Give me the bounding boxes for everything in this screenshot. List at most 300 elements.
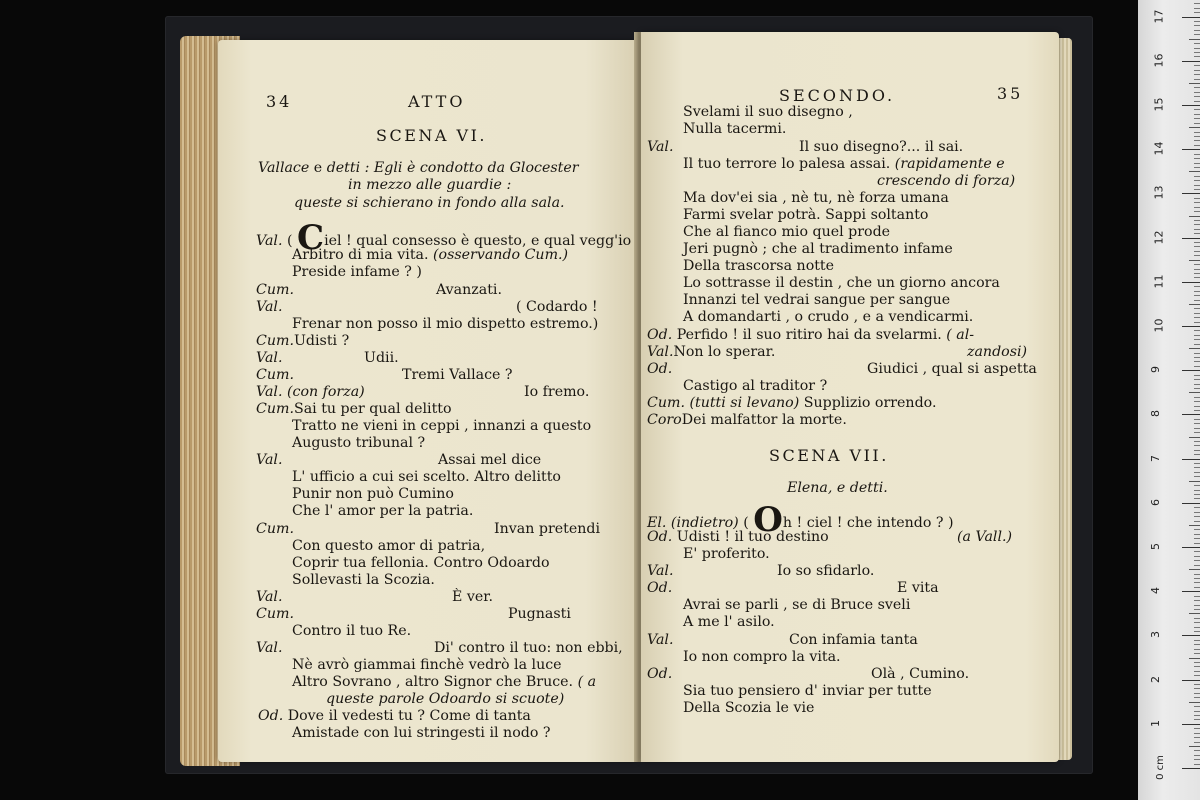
text-segment: Tremi Vallace ? — [402, 367, 513, 383]
text-segment: Preside infame ? ) — [292, 264, 422, 280]
ruler-tick — [1194, 764, 1200, 765]
ruler-tick — [1194, 432, 1200, 433]
ruler-tick — [1194, 627, 1200, 628]
ruler-tick — [1194, 737, 1200, 738]
ruler-tick — [1194, 688, 1200, 689]
ruler-tick — [1194, 12, 1200, 13]
ruler-tick — [1194, 742, 1200, 743]
ruler-tick — [1189, 746, 1200, 747]
ruler-tick — [1189, 348, 1200, 349]
text-segment: Olà , Cumino. — [871, 666, 970, 682]
text-segment: Tratto ne vieni in ceppi , innanzi a questo — [292, 418, 592, 434]
ruler-tick — [1194, 644, 1200, 645]
text-segment: E vita — [897, 580, 939, 596]
ruler-tick — [1194, 494, 1200, 495]
text-segment: Ma dov'ei sia , nè tu, nè forza umana — [683, 190, 949, 206]
ruler-tick — [1194, 755, 1200, 756]
ruler-tick — [1194, 344, 1200, 345]
ruler-number: 13 — [1152, 185, 1166, 200]
page-number-left: 34 — [266, 92, 293, 111]
ruler-tick — [1189, 702, 1200, 703]
text-segment: Perfido ! il suo ritiro hai da svelarmi. — [672, 327, 947, 343]
left-page-text-line — [292, 418, 591, 435]
ruler-tick — [1194, 719, 1200, 720]
text-segment: Lo sottrasse il destin , che un giorno ancora — [683, 275, 1000, 291]
ruler-tick — [1194, 618, 1200, 619]
ruler-tick — [1189, 613, 1200, 614]
text-segment: Frenar non posso il mio dispetto estremo.) — [292, 316, 599, 332]
text-segment: (indietro) — [670, 515, 739, 531]
right-page-text-line — [683, 190, 949, 207]
ruler-tick — [1194, 441, 1200, 442]
ruler-tick — [1194, 229, 1200, 230]
ruler-tick — [1189, 304, 1200, 305]
ruler-tick — [1194, 34, 1200, 35]
text-segment: Amistade con lui stringesti il nodo ? — [292, 725, 551, 741]
ruler-tick — [1194, 596, 1200, 597]
right-page-text-line — [647, 361, 672, 378]
text-segment: Giudici , qual si aspetta — [867, 361, 1037, 377]
left-page-text-line — [294, 195, 565, 212]
text-segment: Io so sfidarlo. — [777, 563, 875, 579]
right-page-text-line — [967, 344, 1027, 361]
running-head-left: ATTO — [408, 92, 466, 111]
ruler-tick — [1194, 96, 1200, 97]
text-segment: Cum. — [256, 282, 294, 298]
ruler-tick — [1194, 140, 1200, 141]
ruler-tick — [1194, 666, 1200, 667]
right-page-text-line — [683, 104, 853, 121]
left-page-text-line — [292, 435, 425, 452]
page-number-right: 35 — [997, 84, 1024, 103]
ruler-tick — [1194, 8, 1200, 9]
text-segment: Della Scozia le vie — [683, 700, 815, 716]
ruler-tick — [1194, 339, 1200, 340]
right-page-text-line — [683, 683, 932, 700]
text-segment: A me l' asilo. — [683, 614, 775, 630]
ruler-tick — [1194, 220, 1200, 221]
ruler-tick — [1194, 202, 1200, 203]
text-segment: E' proferito. — [683, 546, 770, 562]
left-page-text-line — [292, 316, 598, 333]
text-segment: Avrai se parli , se di Bruce sveli — [683, 597, 911, 613]
ruler-tick — [1194, 361, 1200, 362]
left-page-text-line — [258, 160, 579, 177]
ruler-tick — [1194, 25, 1200, 26]
ruler-number: 8 — [1149, 410, 1162, 418]
ruler-tick — [1194, 605, 1200, 606]
left-page-text-line — [256, 640, 282, 657]
text-segment: Supplizio orrendo. — [799, 395, 937, 411]
ruler-tick — [1194, 87, 1200, 88]
left-page-text-line — [256, 384, 365, 401]
text-segment: L' ufficio a cui sei scelto. Altro delitto — [292, 469, 561, 485]
text-segment: Od. — [647, 361, 673, 377]
left-page-text-line — [256, 367, 294, 384]
right-page-text-line — [647, 666, 672, 683]
ruler-tick — [1189, 171, 1200, 172]
measuring-ruler — [1138, 0, 1200, 800]
ruler-tick — [1194, 406, 1200, 407]
ruler-tick — [1194, 649, 1200, 650]
text-segment: Dei malfattor la morte. — [681, 412, 847, 428]
ruler-tick — [1194, 543, 1200, 544]
ruler-tick — [1194, 428, 1200, 429]
ruler-tick — [1194, 255, 1200, 256]
text-segment: Che l' amor per la patria. — [292, 503, 474, 519]
ruler-number: 7 — [1149, 454, 1162, 462]
text-segment: queste si schierano in fondo alla sala. — [294, 195, 565, 211]
ruler-tick — [1194, 300, 1200, 301]
ruler-tick — [1194, 167, 1200, 168]
text-segment: Od. — [647, 529, 673, 545]
ruler-tick — [1194, 123, 1200, 124]
ruler-tick — [1194, 653, 1200, 654]
ruler-tick — [1189, 39, 1200, 40]
ruler-tick — [1194, 476, 1200, 477]
ruler-tick — [1194, 706, 1200, 707]
ruler-tick — [1194, 317, 1200, 318]
ruler-tick — [1194, 600, 1200, 601]
ruler-tick — [1194, 185, 1200, 186]
ruler-tick — [1194, 622, 1200, 623]
left-page-text-line — [516, 299, 598, 316]
ruler-tick — [1194, 322, 1200, 323]
text-segment: Punir non può Cumino — [292, 486, 454, 502]
left-page-text-line — [348, 177, 511, 194]
left-page-text-line — [256, 401, 452, 418]
ruler-number: 17 — [1152, 9, 1166, 24]
left-page-text-line — [256, 350, 282, 367]
text-segment: Svelami il suo disegno , — [683, 104, 853, 120]
text-segment: Udii. — [364, 350, 399, 366]
left-page-text-line — [292, 503, 473, 520]
ruler-tick — [1194, 759, 1200, 760]
text-segment: (osservando Cum.) — [433, 247, 569, 263]
ruler-number: 1 — [1149, 719, 1162, 727]
left-page-text-line — [292, 725, 550, 742]
left-page-text-line — [292, 657, 562, 674]
right-page-text-line — [683, 121, 786, 138]
ruler-tick — [1194, 671, 1200, 672]
ruler-tick — [1194, 551, 1200, 552]
text-segment: Od. — [647, 327, 673, 343]
text-segment: Udisti ? — [293, 333, 350, 349]
left-page-text-line — [256, 521, 294, 538]
right-page-text-line — [683, 614, 775, 631]
right-page-text-line — [647, 563, 673, 580]
left-page-text-line — [434, 640, 623, 657]
ruler-tick — [1194, 450, 1200, 451]
right-page-text-line — [683, 156, 1005, 173]
ruler-tick — [1194, 154, 1200, 155]
ruler-tick — [1182, 503, 1200, 504]
ruler-tick — [1194, 516, 1200, 517]
ruler-tick — [1194, 662, 1200, 663]
ruler-tick — [1194, 158, 1200, 159]
text-segment: Della trascorsa notte — [683, 258, 835, 274]
left-page-text-line — [256, 606, 294, 623]
ruler-tick — [1194, 715, 1200, 716]
ruler-tick — [1194, 397, 1200, 398]
text-segment: Non lo sperar. — [673, 344, 776, 360]
ruler-number: 6 — [1149, 498, 1162, 506]
ruler-tick — [1194, 587, 1200, 588]
text-segment: Il suo disegno?... il sai. — [799, 139, 964, 155]
ruler-number: 9 — [1149, 366, 1162, 374]
text-segment: Assai mel dice — [438, 452, 542, 468]
ruler-tick — [1194, 180, 1200, 181]
text-segment: Val. — [256, 452, 283, 468]
left-page-text-line — [292, 264, 422, 281]
scene-subtitle-right: Elena, e detti. — [787, 480, 888, 496]
text-segment: Che al fianco mio quel prode — [683, 224, 891, 240]
text-segment: Val. — [647, 139, 674, 155]
ruler-number: 12 — [1152, 230, 1166, 245]
left-page-text-line — [292, 555, 550, 572]
right-page-text-line — [683, 546, 770, 563]
text-segment: Cum. — [256, 606, 294, 622]
ruler-tick — [1194, 198, 1200, 199]
text-segment: Cum. — [647, 395, 685, 411]
text-segment: Val. — [647, 563, 674, 579]
text-segment: Sollevasti la Scozia. — [292, 572, 435, 588]
ruler-tick — [1194, 136, 1200, 137]
ruler-tick — [1194, 176, 1200, 177]
right-page-text-line — [647, 139, 673, 156]
ruler-tick — [1194, 277, 1200, 278]
ruler-number: 16 — [1152, 53, 1166, 68]
text-segment: Val. — [256, 233, 283, 249]
ruler-tick — [1194, 534, 1200, 535]
text-segment: zandosi) — [967, 344, 1028, 360]
left-page-text-line — [256, 452, 282, 469]
ruler-tick — [1194, 101, 1200, 102]
right-page-text-line — [683, 224, 890, 241]
text-segment: Io fremo. — [524, 384, 590, 400]
left-page-text-line — [256, 282, 294, 299]
drop-capital: O — [753, 500, 783, 540]
left-page-text-line — [402, 367, 513, 384]
text-segment: detti : Egli è condotto da Glocester — [326, 160, 579, 176]
text-segment: Cum. — [256, 401, 294, 417]
left-page-text-line — [524, 384, 589, 401]
ruler-tick — [1194, 384, 1200, 385]
text-segment: Arbitro di mia vita. — [292, 247, 434, 263]
text-segment: Pugnasti — [508, 606, 571, 622]
text-segment: Di' contro il tuo: non ebbi, — [434, 640, 623, 656]
text-segment: in mezzo alle guardie : — [348, 177, 512, 193]
ruler-number: 4 — [1149, 587, 1162, 595]
right-page-text-line — [877, 173, 1015, 190]
left-page-text-line — [292, 572, 435, 589]
ruler-tick — [1194, 375, 1200, 376]
ruler-tick — [1182, 238, 1200, 239]
ruler-tick — [1189, 392, 1200, 393]
ruler-tick — [1189, 83, 1200, 84]
text-segment: Coprir tua fellonia. Contro Odoardo — [292, 555, 550, 571]
right-page-text-line — [957, 529, 1012, 546]
text-segment: crescendo di forza) — [877, 173, 1016, 189]
ruler-tick — [1182, 635, 1200, 636]
ruler-tick — [1182, 282, 1200, 283]
ruler-tick — [1182, 459, 1200, 460]
text-segment: h ! ciel ! che intendo ? ) — [782, 515, 954, 531]
text-segment: ( — [282, 233, 298, 249]
text-segment: Augusto tribunal ? — [292, 435, 426, 451]
text-segment: El. — [647, 515, 667, 531]
ruler-tick — [1194, 207, 1200, 208]
ruler-tick — [1189, 658, 1200, 659]
right-page-text-line — [683, 649, 841, 666]
ruler-tick — [1194, 631, 1200, 632]
right-page-text-line — [683, 241, 953, 258]
text-segment: Invan pretendi — [494, 521, 600, 537]
ruler-tick — [1194, 79, 1200, 80]
text-segment: (a Vall.) — [957, 529, 1013, 545]
ruler-tick — [1194, 273, 1200, 274]
text-segment: iel ! qual consesso è questo, e qual vegg'io — [324, 233, 632, 249]
ruler-tick — [1182, 370, 1200, 371]
ruler-tick — [1194, 233, 1200, 234]
ruler-tick — [1194, 43, 1200, 44]
right-page-text-line — [777, 563, 874, 580]
text-segment: Nè avrò giammai finchè vedrò la luce — [292, 657, 562, 673]
ruler-tick — [1189, 260, 1200, 261]
text-segment: Val. — [256, 299, 283, 315]
right-page — [641, 32, 1059, 762]
ruler-tick — [1194, 269, 1200, 270]
right-page-text-line — [647, 344, 775, 361]
left-page-text-line — [508, 606, 571, 623]
left-page-text-line — [258, 708, 531, 725]
scene-title-left: SCENA VI. — [376, 126, 487, 145]
ruler-tick — [1194, 401, 1200, 402]
text-segment: Val. — [256, 589, 283, 605]
text-segment: Contro il tuo Re. — [292, 623, 412, 639]
ruler-tick — [1194, 728, 1200, 729]
ruler-tick — [1194, 308, 1200, 309]
left-page-text-line — [292, 247, 568, 264]
left-page-text-line — [256, 589, 282, 606]
left-page-text-line — [438, 452, 541, 469]
text-segment: Od. — [647, 580, 673, 596]
text-segment: Val. — [256, 384, 283, 400]
right-page-text-line — [683, 597, 910, 614]
right-page-edges — [1058, 38, 1072, 760]
right-page-text-line — [683, 275, 1000, 292]
ruler-tick — [1182, 326, 1200, 327]
ruler-tick — [1194, 445, 1200, 446]
running-head-right: SECONDO. — [779, 86, 896, 105]
ruler-tick — [1194, 485, 1200, 486]
ruler-tick — [1194, 697, 1200, 698]
ruler-number: 2 — [1149, 675, 1162, 683]
text-segment: Od. — [258, 708, 284, 724]
ruler-tick — [1194, 538, 1200, 539]
right-page-text-line — [683, 292, 950, 309]
ruler-tick — [1194, 286, 1200, 287]
ruler-tick — [1182, 547, 1200, 548]
ruler-tick — [1194, 521, 1200, 522]
drop-capital: C — [297, 218, 325, 258]
ruler-tick — [1194, 295, 1200, 296]
text-segment: Altro Sovrano , altro Signor che Bruce. — [292, 674, 578, 690]
ruler-tick — [1194, 189, 1200, 190]
ruler-tick — [1194, 684, 1200, 685]
right-page-text-line — [897, 580, 939, 597]
text-segment: ( al- — [946, 327, 975, 343]
ruler-tick — [1194, 410, 1200, 411]
ruler-tick — [1194, 313, 1200, 314]
text-segment: queste parole Odoardo si scuote) — [326, 691, 565, 707]
ruler-tick — [1194, 574, 1200, 575]
ruler-tick — [1182, 149, 1200, 150]
text-segment: (con forza) — [286, 384, 365, 400]
left-page-text-line — [494, 521, 600, 538]
ruler-tick — [1182, 61, 1200, 62]
ruler-tick — [1194, 70, 1200, 71]
ruler-tick — [1194, 30, 1200, 31]
ruler-tick — [1194, 48, 1200, 49]
text-segment: Farmi svelar potrà. Sappi soltanto — [683, 207, 929, 223]
ruler-tick — [1194, 379, 1200, 380]
right-page-text-line — [647, 327, 974, 344]
ruler-number: 10 — [1152, 318, 1166, 333]
text-segment: e — [309, 160, 327, 176]
text-segment: (tutti si levano) — [689, 395, 800, 411]
text-segment: Val. — [256, 640, 283, 656]
text-segment: Od. — [647, 666, 673, 682]
text-segment: Val. — [256, 350, 283, 366]
ruler-tick — [1182, 724, 1200, 725]
ruler-tick — [1194, 163, 1200, 164]
ruler-tick — [1194, 388, 1200, 389]
right-page-text-line — [789, 632, 918, 649]
right-page-text-line — [683, 309, 973, 326]
left-page-text-line — [292, 469, 561, 486]
left-page-text-line — [452, 589, 493, 606]
ruler-tick — [1194, 578, 1200, 579]
ruler-tick — [1182, 768, 1200, 769]
ruler-tick — [1194, 711, 1200, 712]
ruler-tick — [1194, 675, 1200, 676]
text-segment: Udisti ! il tuo destino — [672, 529, 829, 545]
ruler-number: 15 — [1152, 97, 1166, 112]
text-segment: Castigo al traditor ? — [683, 378, 828, 394]
left-page-text-line — [364, 350, 399, 367]
right-page-text-line — [647, 529, 829, 546]
ruler-tick — [1194, 556, 1200, 557]
ruler-tick — [1182, 105, 1200, 106]
ruler-tick — [1194, 330, 1200, 331]
ruler-tick — [1194, 211, 1200, 212]
ruler-tick — [1194, 467, 1200, 468]
ruler-number: 11 — [1152, 274, 1166, 289]
ruler-tick — [1194, 264, 1200, 265]
ruler-tick — [1194, 472, 1200, 473]
ruler-tick — [1194, 609, 1200, 610]
ruler-tick — [1194, 52, 1200, 53]
text-segment: ( a — [577, 674, 597, 690]
left-page-text-line — [326, 691, 564, 708]
ruler-tick — [1194, 512, 1200, 513]
right-page-text-line — [867, 361, 1037, 378]
ruler-tick — [1194, 246, 1200, 247]
right-page-text-line — [647, 632, 673, 649]
ruler-tick — [1194, 335, 1200, 336]
left-page-text-line — [256, 333, 349, 350]
